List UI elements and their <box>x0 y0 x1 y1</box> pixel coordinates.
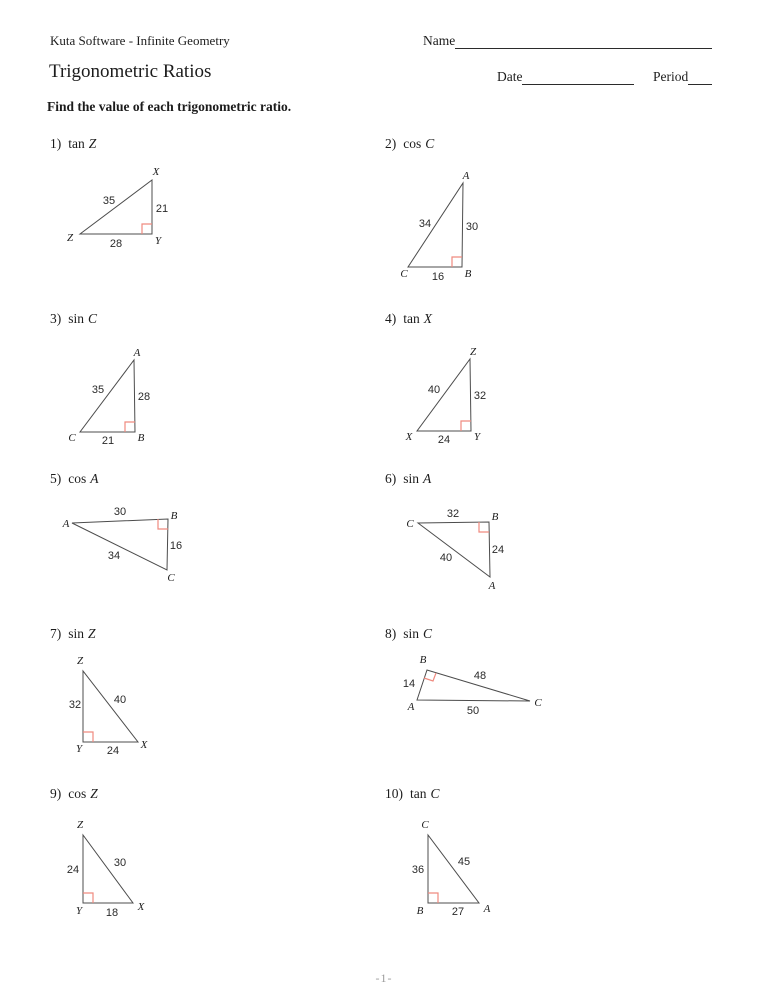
problem-title <box>50 786 98 802</box>
problem-number: 6) <box>385 471 397 486</box>
side-length-label: 50 <box>466 705 480 717</box>
side-length-label: 36 <box>411 864 425 876</box>
triangle-figure <box>398 505 543 600</box>
side-length-label: 32 <box>68 699 82 711</box>
side-length-label: 21 <box>101 435 115 447</box>
right-angle-marker <box>125 422 135 432</box>
problem-title <box>385 786 440 802</box>
side-length-label: 48 <box>473 670 487 682</box>
right-angle-marker <box>158 519 168 529</box>
angle-letter: A <box>90 471 99 486</box>
name-field <box>423 33 712 49</box>
problem-title <box>50 311 97 327</box>
vertex-label: Z <box>66 232 74 244</box>
side-length-label: 30 <box>113 857 127 869</box>
side-length-label: 16 <box>169 540 183 552</box>
side-length-label: 30 <box>465 221 479 233</box>
triangle-figure <box>398 343 518 448</box>
vertex-label: X <box>140 739 148 751</box>
triangle <box>80 180 152 234</box>
vertex-label: B <box>137 432 145 444</box>
vertex-label: Z <box>469 346 477 358</box>
problem-title <box>385 626 432 642</box>
problem-number: 10) <box>385 786 403 801</box>
side-length-label: 40 <box>439 552 453 564</box>
angle-letter: X <box>423 311 432 326</box>
problem-title <box>385 311 432 327</box>
ratio-function: cos <box>68 471 87 486</box>
vertex-label: C <box>400 268 408 280</box>
name-label: Name <box>423 33 456 48</box>
vertex-label: X <box>152 166 160 178</box>
vertex-label: B <box>416 905 424 917</box>
vertex-label: X <box>405 431 413 443</box>
problem-title <box>385 136 434 152</box>
vertex-label: B <box>419 654 427 666</box>
triangle-figure <box>403 815 518 923</box>
side-length-label: 40 <box>427 384 441 396</box>
side-length-label: 28 <box>109 238 123 250</box>
period-label: Period <box>653 69 689 84</box>
problem-number: 9) <box>50 786 62 801</box>
period-field <box>653 69 712 85</box>
side-length-label: 27 <box>451 906 465 918</box>
side-length-label: 24 <box>106 745 120 757</box>
problem-title <box>50 626 96 642</box>
problem-title <box>50 136 96 152</box>
angle-letter: A <box>423 471 432 486</box>
right-angle-marker <box>142 224 152 234</box>
angle-letter: C <box>423 626 433 641</box>
vertex-label: C <box>167 572 175 584</box>
vertex-label: A <box>488 580 496 592</box>
problem-number: 3) <box>50 311 62 326</box>
right-angle-marker <box>452 257 462 267</box>
side-length-label: 16 <box>431 271 445 283</box>
triangle-figure <box>398 652 563 727</box>
side-length-label: 14 <box>402 678 416 690</box>
right-angle-marker <box>461 421 471 431</box>
vertex-label: Z <box>76 655 84 667</box>
side-length-label: 34 <box>107 550 121 562</box>
side-length-label: 24 <box>66 864 80 876</box>
right-angle-marker <box>83 732 93 742</box>
vertex-label: C <box>406 518 414 530</box>
page-title: Trigonometric Ratios <box>49 61 212 82</box>
triangle-figure <box>58 505 203 595</box>
right-angle-marker <box>83 893 93 903</box>
right-angle-marker <box>428 893 438 903</box>
side-length-label: 35 <box>102 195 116 207</box>
ratio-function: cos <box>68 786 87 801</box>
triangle <box>72 519 168 570</box>
vertex-label: A <box>62 518 70 530</box>
triangle <box>83 671 138 742</box>
vertex-label: A <box>483 903 491 915</box>
vertex-label: Z <box>76 819 84 831</box>
problem-title <box>50 471 99 487</box>
ratio-function: sin <box>403 626 420 641</box>
triangle <box>80 360 135 432</box>
side-length-label: 32 <box>473 390 487 402</box>
vertex-label: B <box>170 510 178 522</box>
triangle-figure <box>58 815 173 923</box>
name-blank-line <box>455 34 712 49</box>
ratio-function: sin <box>68 311 85 326</box>
vertex-label: Y <box>75 743 83 755</box>
side-length-label: 32 <box>446 508 460 520</box>
triangle-figure <box>55 160 200 255</box>
triangle <box>408 183 463 267</box>
vertex-label: X <box>137 901 145 913</box>
vertex-label: C <box>534 697 542 709</box>
side-length-label: 30 <box>113 506 127 518</box>
triangle-figure <box>58 343 178 448</box>
ratio-function: cos <box>403 136 422 151</box>
side-length-label: 34 <box>418 218 432 230</box>
brand-text: Kuta Software - Infinite Geometry <box>50 33 230 48</box>
triangle <box>417 359 471 431</box>
problem-number: 8) <box>385 626 397 641</box>
problem-number: 5) <box>50 471 62 486</box>
page-number: -1- <box>375 971 393 985</box>
angle-letter: C <box>430 786 440 801</box>
vertex-label: A <box>462 170 470 182</box>
ratio-function: sin <box>68 626 85 641</box>
angle-letter: C <box>425 136 435 151</box>
angle-letter: Z <box>90 786 98 801</box>
problem-number: 4) <box>385 311 397 326</box>
instruction-text: Find the value of each trigonometric ratio. <box>47 99 292 114</box>
problem-number: 2) <box>385 136 397 151</box>
date-field <box>497 69 634 85</box>
angle-letter: Z <box>88 136 97 151</box>
side-length-label: 45 <box>457 856 471 868</box>
angle-letter: C <box>88 311 98 326</box>
vertex-label: C <box>421 819 429 831</box>
vertex-label: B <box>491 511 499 523</box>
vertex-label: A <box>133 347 141 359</box>
date-label: Date <box>497 69 523 84</box>
side-length-label: 35 <box>91 384 105 396</box>
ratio-function: tan <box>410 786 427 801</box>
ratio-function: sin <box>403 471 420 486</box>
right-angle-marker <box>479 522 489 532</box>
problem-title <box>385 471 431 487</box>
triangle-figure <box>58 650 173 760</box>
vertex-label: C <box>68 432 76 444</box>
angle-letter: Z <box>88 626 96 641</box>
problem-number: 7) <box>50 626 62 641</box>
problem-number: 1) <box>50 136 62 151</box>
vertex-label: Y <box>154 235 162 247</box>
side-length-label: 24 <box>491 544 505 556</box>
vertex-label: B <box>464 268 472 280</box>
side-length-label: 28 <box>137 391 151 403</box>
period-blank-line <box>688 70 712 85</box>
ratio-function: tan <box>403 311 420 326</box>
side-length-label: 18 <box>105 907 119 919</box>
side-length-label: 24 <box>437 434 451 446</box>
vertex-label: A <box>407 701 415 713</box>
side-length-label: 21 <box>155 203 169 215</box>
date-blank-line <box>522 70 634 85</box>
vertex-label: Y <box>75 905 83 917</box>
triangle-figure <box>398 170 518 285</box>
vertex-label: Y <box>473 431 481 443</box>
side-length-label: 40 <box>113 694 127 706</box>
ratio-function: tan <box>68 136 85 151</box>
